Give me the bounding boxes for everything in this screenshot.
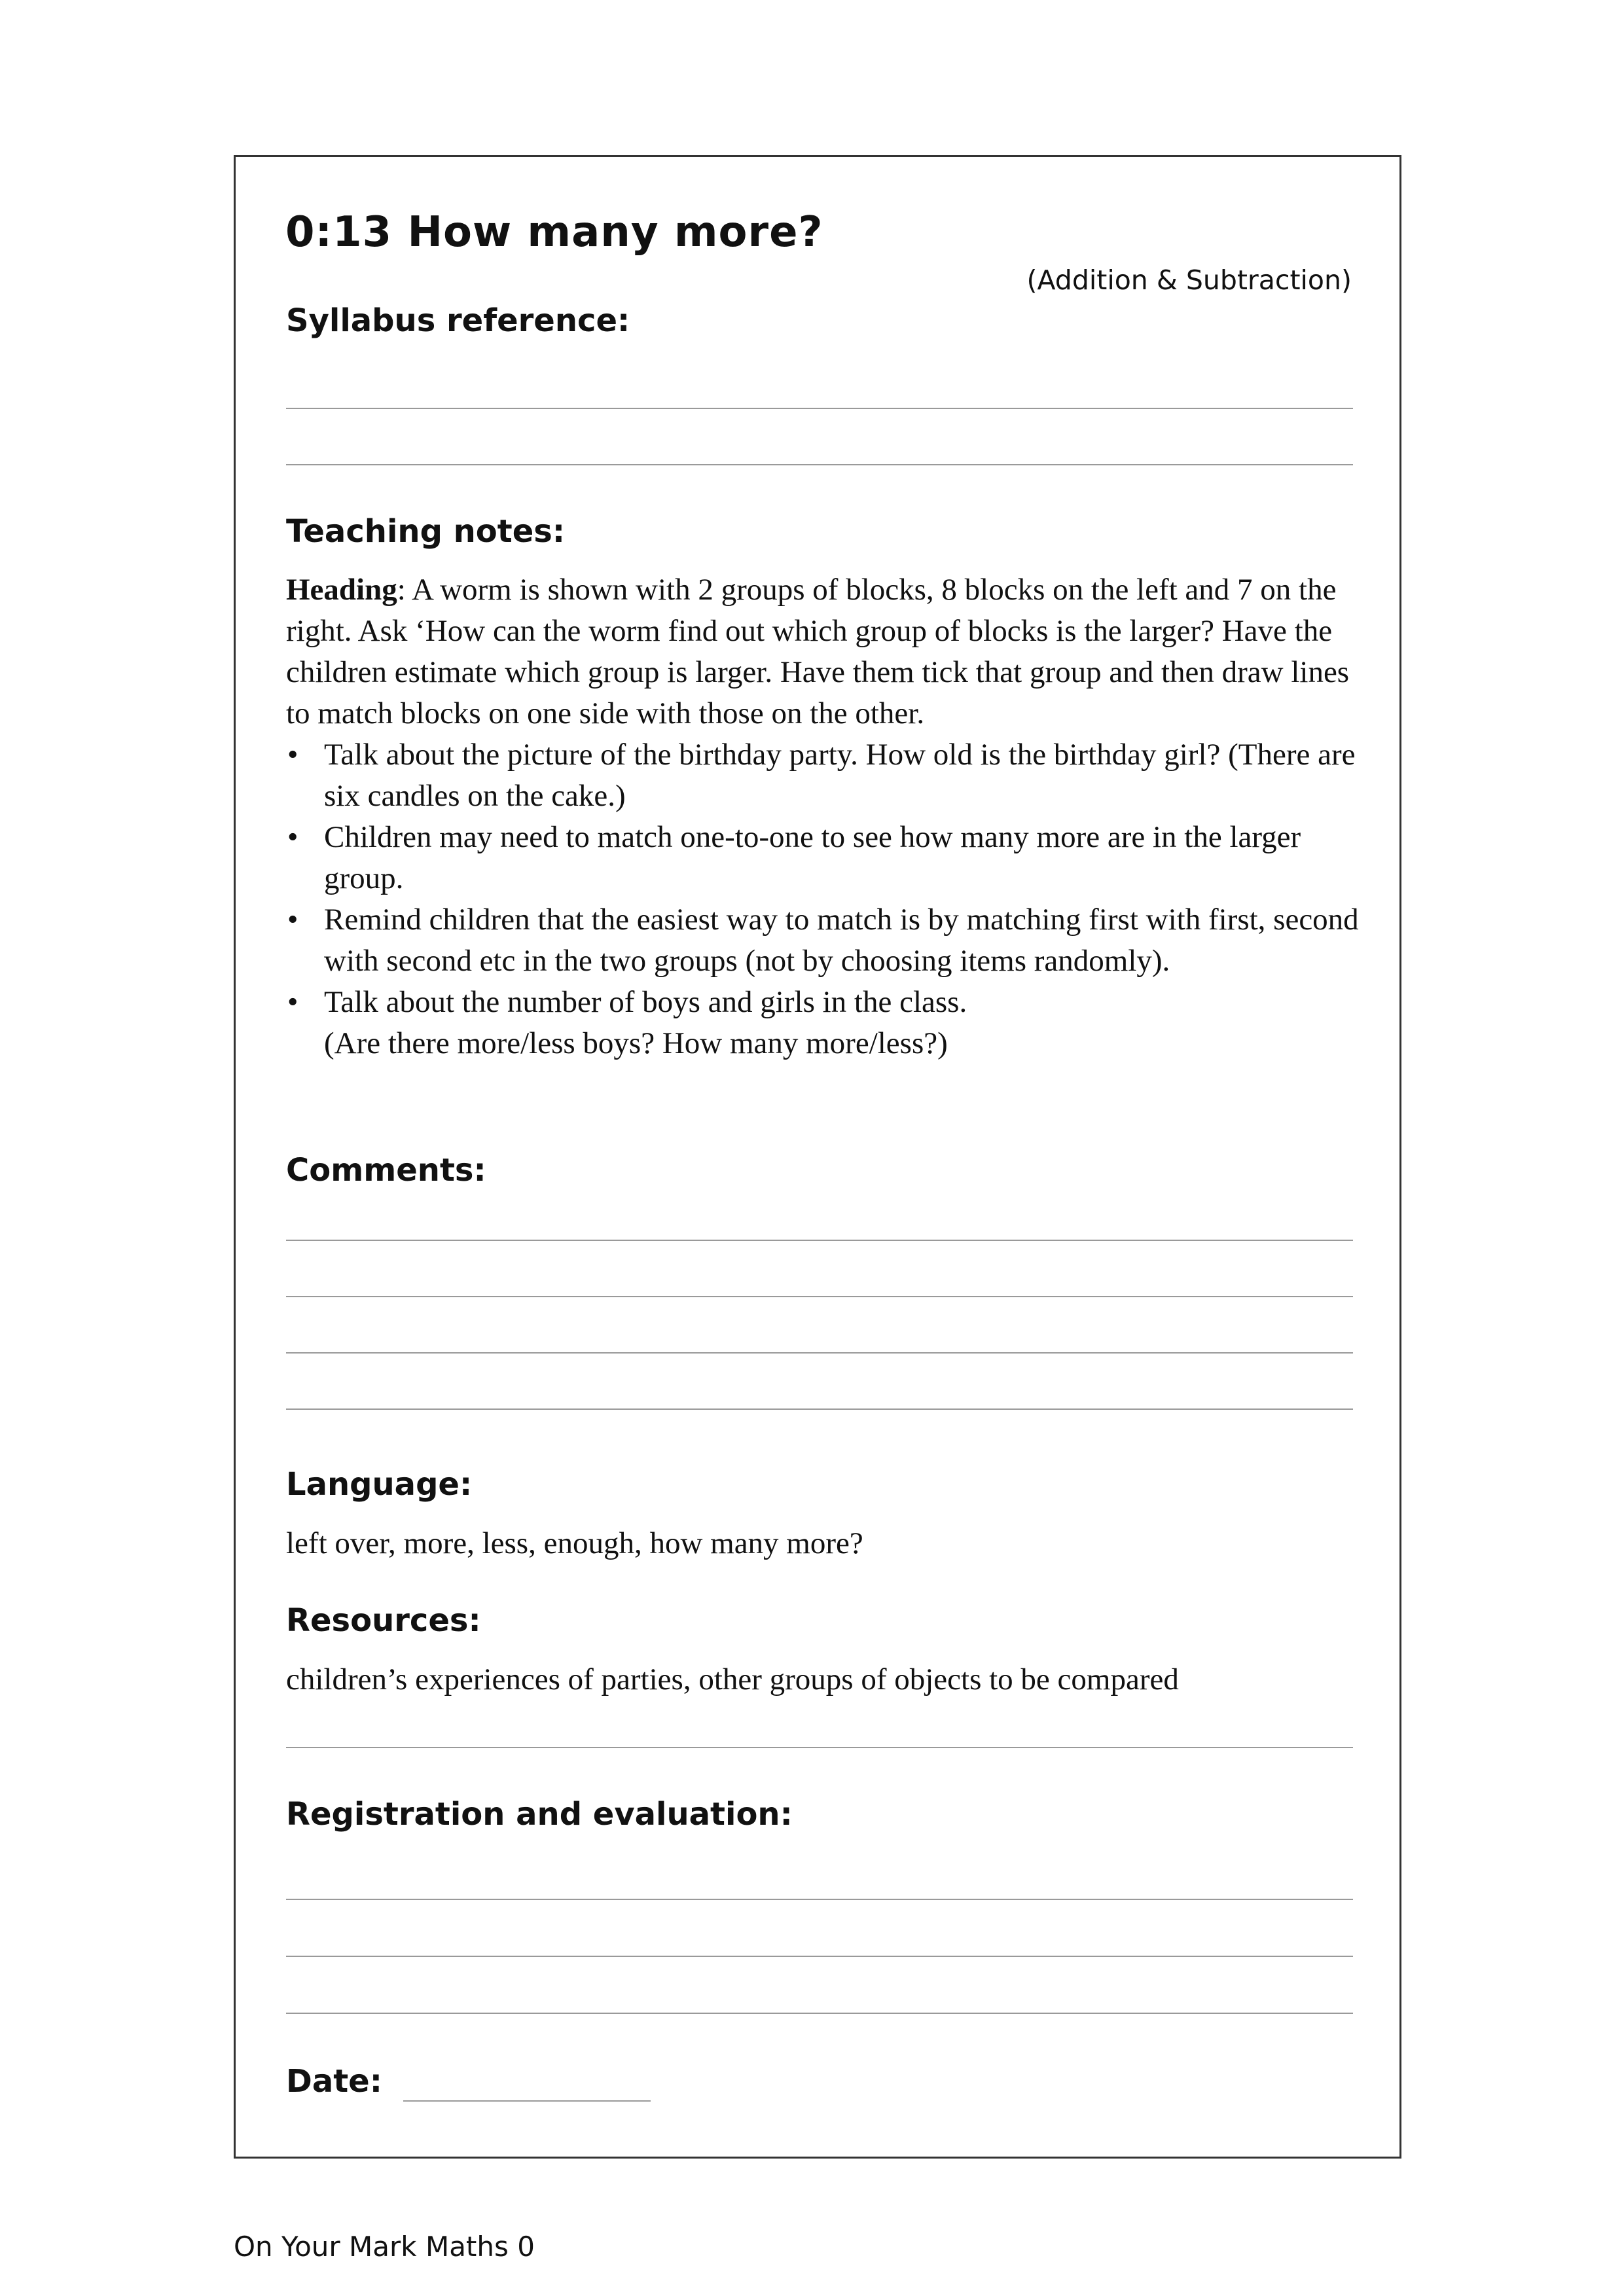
bullet-icon: • [287, 985, 298, 1019]
syllabus-line-1 [286, 408, 1353, 409]
syllabus-line-2 [286, 464, 1353, 465]
registration-line-2 [286, 1956, 1353, 1957]
registration-heading: Registration and evaluation: [286, 1796, 793, 1833]
bullet-icon: • [287, 738, 298, 772]
comments-line-4 [286, 1408, 1353, 1410]
list-item [286, 982, 1360, 1064]
list-item [286, 899, 1360, 982]
comments-heading: Comments: [286, 1152, 486, 1189]
comments-line-3 [286, 1352, 1353, 1354]
language-heading: Language: [286, 1466, 473, 1503]
registration-line-1 [286, 1899, 1353, 1900]
intro-bold-label: Heading [286, 573, 397, 607]
list-item-text: Talk about the picture of the birthday party. How old is the birthday girl? (There are six candles on the cake.) [324, 738, 1356, 813]
bullet-icon: • [287, 903, 298, 937]
list-item-text: Remind children that the easiest way to match is by matching first with first, second with second etc in the two groups (not by choosing items randomly). [324, 903, 1359, 978]
teaching-notes-heading: Teaching notes: [286, 513, 566, 550]
intro-text: : A worm is shown with 2 groups of blocks, 8 blocks on the left and 7 on the right. Ask ‘How can the worm find out which group of blocks is the larger? Have the children estimate which group is larger. Have them tick that group and then draw lines to match blocks on one side with those on the other. [286, 573, 1350, 730]
resources-line [286, 1747, 1353, 1748]
syllabus-heading: Syllabus reference: [286, 302, 630, 339]
registration-line-3 [286, 2013, 1353, 2014]
teaching-notes-intro [286, 569, 1360, 734]
resources-heading: Resources: [286, 1602, 481, 1639]
page-title: 0:13 How many more? [285, 208, 823, 257]
comments-line-1 [286, 1240, 1353, 1241]
teaching-notes-body [286, 569, 1360, 1064]
list-item-text: Children may need to match one-to-one to see how many more are in the larger group. [324, 820, 1301, 895]
resources-text: children’s experiences of parties, other groups of objects to be compared [286, 1662, 1179, 1696]
list-item-text: Talk about the number of boys and girls in the class. [324, 985, 967, 1019]
teaching-notes-list [286, 734, 1360, 1064]
list-item-text-continued: (Are there more/less boys? How many more/less?) [324, 1026, 948, 1060]
date-label: Date: [286, 2063, 382, 2100]
topic-label: (Addition & Subtraction) [1026, 264, 1352, 296]
list-item [286, 817, 1360, 899]
list-item [286, 734, 1360, 817]
date-field-line [403, 2100, 651, 2102]
comments-line-2 [286, 1296, 1353, 1297]
footer-text: On Your Mark Maths 0 [234, 2231, 535, 2263]
language-text: left over, more, less, enough, how many more? [286, 1526, 863, 1560]
bullet-icon: • [287, 820, 298, 854]
